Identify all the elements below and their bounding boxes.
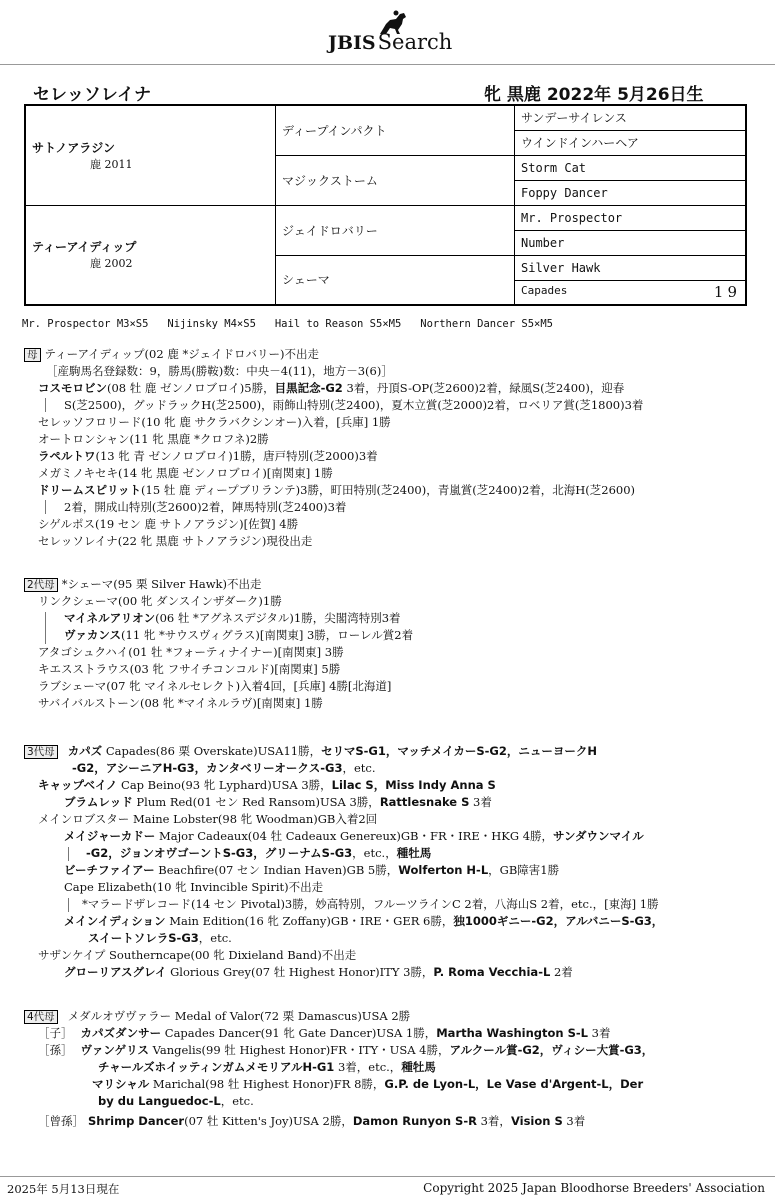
sire-dam[interactable]: マジックストーム xyxy=(276,155,515,205)
s3-line-13: グローリアスグレイ Glorious Grey(07 牡 Highest Honor)ITY 3勝，P. Roma Vecchia-L 2着 xyxy=(64,965,573,979)
dam-dam[interactable]: シェーマ xyxy=(276,255,515,305)
s3-line-4: メインロブスター Maine Lobster(98 牝 Woodman)GB入着2回 xyxy=(38,812,378,826)
pedigree-dam-cell xyxy=(25,205,276,305)
sire-dam-dam[interactable]: Foppy Dancer xyxy=(515,180,747,205)
s1-line-10: シゲルポス(19 セン 鹿 サトノアラジン)[佐賀] 4勝 xyxy=(38,517,299,531)
s2-line-5: キエスストラウス(03 牝 フサイチコンコルド)[南関東] 5勝 xyxy=(38,662,341,676)
s4-line-6: ［曾孫］ Shrimp Dancer(07 牡 Kitten's Joy)USA 2勝，Damon Runyon S-R 3着，Vision S 3着 xyxy=(38,1114,586,1128)
s4-line-3: チャールズホイッティンガムメモリアルH-G1 3着，etc.，種牡馬 xyxy=(98,1060,436,1074)
s4-line-5: by du Languedoc-L，etc. xyxy=(98,1094,254,1108)
s3-bar-2 xyxy=(68,898,69,912)
s3-line-5: メイジャーカドー Major Cadeaux(04 牡 Cadeaux Genereux)GB・FR・IRE・HKG 4勝，サンダウンマイル xyxy=(64,829,644,843)
pedigree-sire-cell xyxy=(25,105,276,205)
footer-copyright: Copyright 2025 Japan Bloodhorse Breeders' Association xyxy=(423,1181,765,1195)
sire-sire[interactable]: ディープインパクト xyxy=(276,105,515,155)
s2-line-6: ラブシェーマ(07 牝 マイネルセレクト)入着4回，[兵庫] 4勝[北海道] xyxy=(38,679,392,693)
s2-line-3: ヴァカンス(11 牝 *サウスヴィグラス)[南関東] 3勝，ローレル賞2着 xyxy=(64,628,414,642)
s4-line-1: ［子］ カパズダンサー Capades Dancer(91 牝 Gate Dancer)USA 1勝，Martha Washington S-L 3着 xyxy=(38,1026,611,1040)
s2-line-7: サバイバルストーン(08 牝 *マイネルラヴ)[南関東] 1勝 xyxy=(38,696,323,710)
dam-sub: 鹿 2002 xyxy=(90,257,133,271)
s2-line-0: 2代母 *シェーマ(95 栗 Silver Hawk)不出走 xyxy=(24,576,262,594)
s1-bar-2 xyxy=(45,500,46,514)
footer-divider xyxy=(0,1176,775,1177)
logo-part1: JBIS xyxy=(328,32,376,54)
s3-line-7: ビーチファイアー Beachfire(07 セン Indian Haven)GB 5勝，Wolferton H-L，GB障害1勝 xyxy=(64,863,560,877)
s2-tag: 2代母 xyxy=(24,578,58,592)
s3-line-11: スイートソレラS-G3，etc. xyxy=(88,931,232,945)
s1-line-11: セレッソレイナ(22 牝 黒鹿 サトノアラジン)現役出走 xyxy=(38,534,313,548)
pedigree-count: 19 xyxy=(713,283,741,302)
s4-line-2: ［孫］ ヴァンゲリス Vangelis(99 牡 Highest Honor)FR・ITY・USA 4勝，アルクール賞-G2，ヴィシー大賞-G3， xyxy=(38,1043,654,1057)
s3-bar xyxy=(68,847,69,861)
logo-part2: Search xyxy=(377,30,453,54)
s3-line-2: キャップベイノ Cap Beino(93 牝 Lyphard)USA 3勝，Lilac S，Miss Indy Anna S xyxy=(38,778,496,792)
s4-line-0: 4代母 メダルオヴヴァラー Medal of Valor(72 栗 Damascus)USA 2勝 xyxy=(24,1008,410,1026)
s2-line-2: マイネルアリオン(06 牡 *アグネスデジタル)1勝，尖閣湾特別3着 xyxy=(64,611,401,625)
s2-line-4: アタゴシュクハイ(01 牡 *フォーティナイナー)[南関東] 3勝 xyxy=(38,645,344,659)
dam-sire-dam[interactable]: Number xyxy=(515,230,747,255)
s1-line-7: メガミノキセキ(14 牝 黒鹿 ゼンノロブロイ)[南関東] 1勝 xyxy=(38,466,333,480)
s3-line-0: 3代母 カパズ Capades(86 栗 Overskate)USA11勝，セリマS-G1，マッチメイカーS-G2，ニューヨークH xyxy=(24,743,597,761)
s1-line-6: ラペルトワ(13 牝 青 ゼンノロブロイ)1勝，唐戸特別(芝2000)3着 xyxy=(38,449,378,463)
horse-name: セレッソレイナ xyxy=(33,85,151,105)
s1-line-4: セレッソフロリード(10 牝 鹿 サクラバクシンオー)入着，[兵庫] 1勝 xyxy=(38,415,391,429)
s3-line-8: Cape Elizabeth(10 牝 Invincible Spirit)不出走 xyxy=(64,880,324,894)
s3-line-3: ブラムレッド Plum Red(01 セン Red Ransom)USA 3勝，Rattlesnake S 3着 xyxy=(64,795,492,809)
s1-line-9: 2着，開成山特別(芝2600)2着，陣馬特別(芝2400)3着 xyxy=(64,500,347,514)
s4-tag: 4代母 xyxy=(24,1010,58,1024)
s1-line-5: オートロンシャン(11 牝 黒鹿 *クロフネ)2勝 xyxy=(38,432,269,446)
header-divider xyxy=(0,64,775,65)
horse-info: 牝 黒鹿 2022年 5月26日生 xyxy=(484,85,704,105)
s1-line-1: ［産駒馬名登録数：9，勝馬(勝鞍)数：中央－4(11)，地方－3(6)］ xyxy=(46,364,393,378)
dam-sire-sire[interactable]: Mr. Prospector xyxy=(515,205,747,230)
s1-line-2: コスモロビン(08 牡 鹿 ゼンノロブロイ)5勝，目黒記念-G2 3着，丹頂S-OP(芝2600)2着，緑風S(芝2400)，迎春 xyxy=(38,381,625,395)
dam-dam-sire[interactable]: Silver Hawk xyxy=(515,255,747,280)
jbis-logo[interactable] xyxy=(328,10,463,54)
sire-sire-dam[interactable]: ウインドインハーヘア xyxy=(515,130,747,155)
s4-line-4: マリシャル Marichal(98 牡 Highest Honor)FR 8勝，G.P. de Lyon-L，Le Vase d'Argent-L，Der xyxy=(92,1077,644,1091)
s1-tag: 母 xyxy=(24,348,41,362)
s1-line-0: 母 ティーアイディップ(02 鹿 *ジェイドロバリー)不出走 xyxy=(24,346,319,364)
dam-name[interactable]: ティーアイディップ xyxy=(32,240,137,255)
s3-line-6: -G2，ジョンオヴゴーントS-G3，グリーナムS-G3，etc.，種牡馬 xyxy=(86,846,432,860)
dam-dam-dam-cell xyxy=(515,280,747,305)
s3-tag: 3代母 xyxy=(24,745,58,759)
sire-sub: 鹿 2011 xyxy=(90,157,133,171)
s2-line-1: リンクシェーマ(00 牝 ダンスインザダーク)1勝 xyxy=(38,594,282,608)
sire-name[interactable]: サトノアラジン xyxy=(32,140,115,155)
s1-bar xyxy=(45,398,46,412)
footer-date: 2025年 5月13日現在 xyxy=(7,1182,120,1196)
dam-dam-dam[interactable]: Capades xyxy=(521,284,568,298)
inbreeding-line: Mr. Prospector M3×S5 Nijinsky M4×S5 Hail to Reason S5×M5 Northern Dancer S5×M5 xyxy=(22,318,554,330)
sire-dam-sire[interactable]: Storm Cat xyxy=(515,155,747,180)
sire-sire-sire[interactable]: サンデーサイレンス xyxy=(515,105,747,130)
pedigree-table xyxy=(24,104,747,306)
s1-line-8: ドリームスピリット(15 牡 鹿 ディープブリランテ)3勝，町田特別(芝2400)，青嵐賞(芝2400)2着，北海H(芝2600) xyxy=(38,483,636,497)
s3-line-1: -G2，アシーニアH-G3，カンタベリーオークス-G3，etc. xyxy=(72,761,376,775)
s3-line-10: メインイディション Main Edition(16 牝 Zoffany)GB・IRE・GER 6勝，独1000ギニー-G2，アルバニーS-G3， xyxy=(64,914,664,928)
s3-line-12: サザンケイプ Southerncape(00 牝 Dixieland Band)不出走 xyxy=(38,948,357,962)
s2-bar xyxy=(45,612,46,644)
s1-line-3: S(芝2500)，グッドラックH(芝2500)，雨飾山特別(芝2400)，夏木立賞(芝2000)2着，ロベリア賞(芝1800)3着 xyxy=(64,398,644,412)
s3-line-9: *マラードザレコード(14 セン Pivotal)3勝，妙高特別，フルーツラインC 2着，八海山S 2着，etc.，[東海] 1勝 xyxy=(82,897,659,911)
dam-sire[interactable]: ジェイドロバリー xyxy=(276,205,515,255)
